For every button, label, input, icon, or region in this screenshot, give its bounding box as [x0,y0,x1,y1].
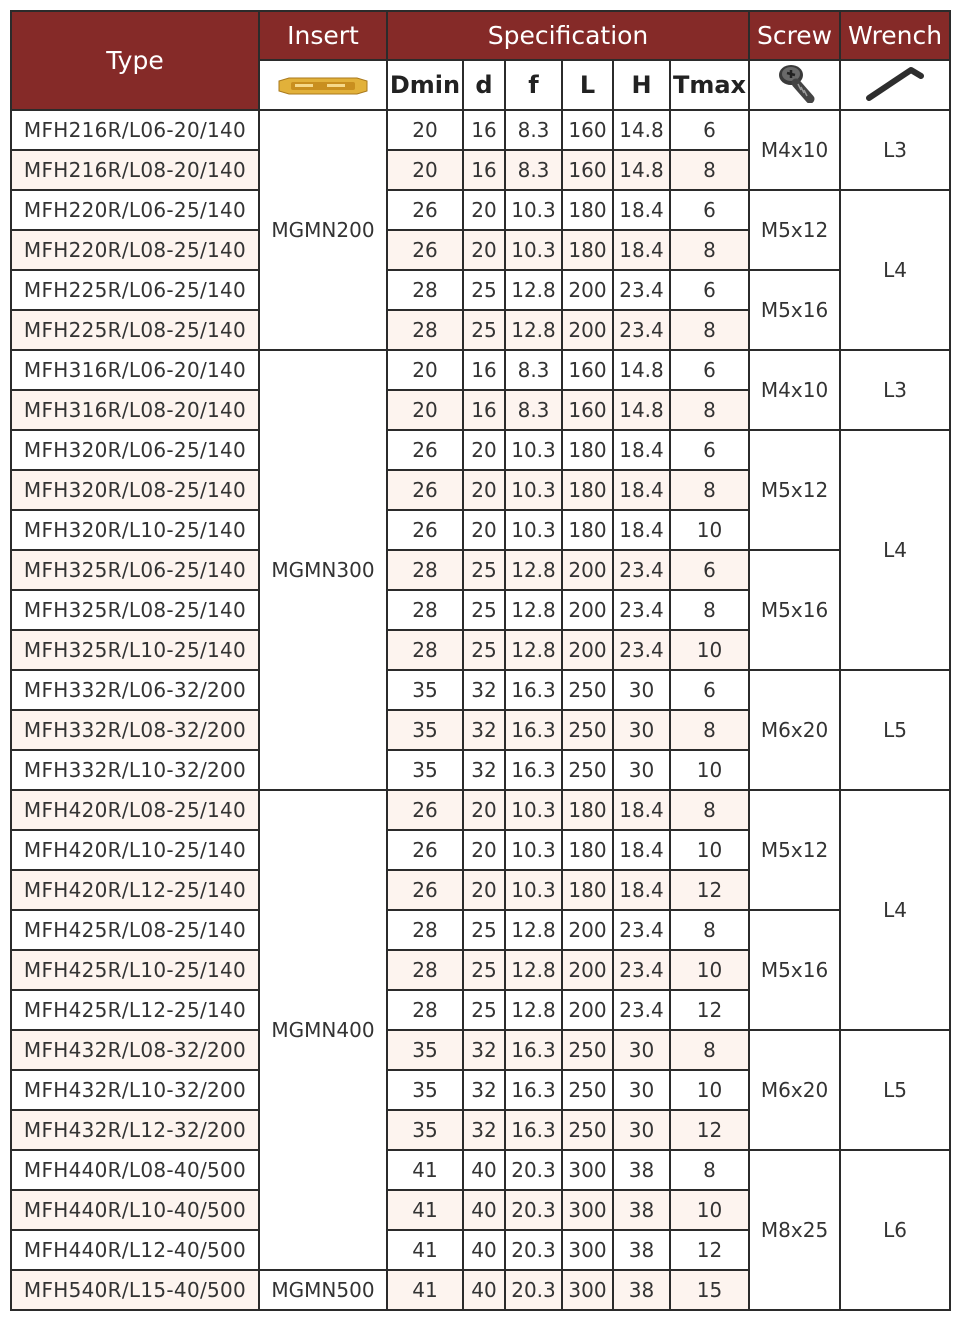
f-cell: 12.8 [505,270,562,310]
type-cell: MFH420R/L10-25/140 [11,830,259,870]
l-cell: 200 [562,310,613,350]
d-cell: 32 [463,750,505,790]
d-cell: 32 [463,1070,505,1110]
d-cell: 40 [463,1150,505,1190]
f-cell: 16.3 [505,1070,562,1110]
d-cell: 40 [463,1230,505,1270]
table-row [11,550,950,590]
l-cell: 180 [562,790,613,830]
dmin-cell: 28 [387,270,463,310]
l-cell: 160 [562,390,613,430]
dmin-cell: 28 [387,310,463,350]
h-cell: 18.4 [613,790,670,830]
dmin-cell: 35 [387,750,463,790]
h-cell: 30 [613,1110,670,1150]
type-cell: MFH332R/L08-32/200 [11,710,259,750]
tmax-cell: 12 [670,1230,749,1270]
h-cell: 23.4 [613,550,670,590]
insert-cell: MGMN400 [259,790,387,1270]
type-cell: MFH316R/L08-20/140 [11,390,259,430]
l-cell: 180 [562,230,613,270]
h-cell: 23.4 [613,310,670,350]
d-cell: 32 [463,670,505,710]
d-cell: 40 [463,1270,505,1310]
l-cell: 200 [562,910,613,950]
h-cell: 30 [613,710,670,750]
l-cell: 180 [562,830,613,870]
tmax-cell: 8 [670,230,749,270]
table-row [11,1150,950,1190]
tool-spec-table [10,10,951,1311]
header-f: f [505,60,562,110]
h-cell: 23.4 [613,910,670,950]
l-cell: 250 [562,710,613,750]
h-cell: 23.4 [613,270,670,310]
d-cell: 20 [463,470,505,510]
screw-cell: M4x10 [749,350,840,430]
wrench-cell: L5 [840,1030,950,1150]
h-cell: 38 [613,1270,670,1310]
f-cell: 10.3 [505,510,562,550]
screw-cell: M5x16 [749,550,840,670]
header-insert: Insert [259,11,387,60]
tmax-cell: 6 [670,430,749,470]
l-cell: 180 [562,470,613,510]
tmax-cell: 10 [670,1190,749,1230]
type-cell: MFH332R/L10-32/200 [11,750,259,790]
table-row [11,190,950,230]
tmax-cell: 8 [670,390,749,430]
f-cell: 10.3 [505,790,562,830]
h-cell: 18.4 [613,470,670,510]
dmin-cell: 20 [387,150,463,190]
h-cell: 30 [613,1030,670,1070]
type-cell: MFH320R/L08-25/140 [11,470,259,510]
d-cell: 16 [463,390,505,430]
header-type: Type [11,11,259,110]
d-cell: 25 [463,990,505,1030]
type-cell: MFH325R/L10-25/140 [11,630,259,670]
tmax-cell: 12 [670,990,749,1030]
dmin-cell: 20 [387,390,463,430]
tmax-cell: 8 [670,470,749,510]
header-tmax: Tmax [670,60,749,110]
tmax-cell: 10 [670,1070,749,1110]
l-cell: 160 [562,350,613,390]
tmax-cell: 12 [670,870,749,910]
f-cell: 16.3 [505,1110,562,1150]
dmin-cell: 28 [387,630,463,670]
type-cell: MFH432R/L10-32/200 [11,1070,259,1110]
tmax-cell: 8 [670,590,749,630]
l-cell: 180 [562,510,613,550]
l-cell: 200 [562,990,613,1030]
h-cell: 30 [613,750,670,790]
d-cell: 20 [463,230,505,270]
dmin-cell: 41 [387,1150,463,1190]
type-cell: MFH320R/L10-25/140 [11,510,259,550]
d-cell: 20 [463,510,505,550]
f-cell: 16.3 [505,710,562,750]
wrench-cell: L3 [840,110,950,190]
l-cell: 300 [562,1190,613,1230]
dmin-cell: 26 [387,230,463,270]
l-cell: 250 [562,1070,613,1110]
f-cell: 8.3 [505,350,562,390]
table-row [11,430,950,470]
h-cell: 30 [613,670,670,710]
screw-cell: M5x16 [749,270,840,350]
f-cell: 12.8 [505,990,562,1030]
d-cell: 32 [463,1030,505,1070]
type-cell: MFH216R/L06-20/140 [11,110,259,150]
l-cell: 180 [562,190,613,230]
type-cell: MFH540R/L15-40/500 [11,1270,259,1310]
f-cell: 12.8 [505,590,562,630]
h-cell: 18.4 [613,830,670,870]
type-cell: MFH425R/L08-25/140 [11,910,259,950]
h-cell: 38 [613,1230,670,1270]
f-cell: 10.3 [505,470,562,510]
f-cell: 10.3 [505,230,562,270]
l-cell: 160 [562,150,613,190]
header-H: H [613,60,670,110]
l-cell: 250 [562,750,613,790]
insert-cell: MGMN300 [259,350,387,790]
hex-key-icon [863,62,927,102]
h-cell: 14.8 [613,350,670,390]
d-cell: 20 [463,430,505,470]
f-cell: 12.8 [505,310,562,350]
tmax-cell: 10 [670,750,749,790]
l-cell: 300 [562,1230,613,1270]
tmax-cell: 8 [670,710,749,750]
dmin-cell: 26 [387,190,463,230]
type-cell: MFH440R/L10-40/500 [11,1190,259,1230]
type-cell: MFH225R/L08-25/140 [11,310,259,350]
h-cell: 30 [613,1070,670,1110]
table-row [11,1030,950,1070]
h-cell: 14.8 [613,390,670,430]
type-cell: MFH220R/L08-25/140 [11,230,259,270]
tmax-cell: 6 [670,670,749,710]
torx-screw-icon [774,61,816,103]
d-cell: 16 [463,350,505,390]
h-cell: 18.4 [613,510,670,550]
f-cell: 8.3 [505,390,562,430]
screw-cell: M8x25 [749,1150,840,1310]
tmax-cell: 6 [670,550,749,590]
type-cell: MFH432R/L08-32/200 [11,1030,259,1070]
dmin-cell: 20 [387,110,463,150]
dmin-cell: 26 [387,790,463,830]
d-cell: 20 [463,190,505,230]
d-cell: 25 [463,550,505,590]
wrench-cell: L6 [840,1150,950,1310]
type-cell: MFH432R/L12-32/200 [11,1110,259,1150]
dmin-cell: 26 [387,470,463,510]
d-cell: 25 [463,590,505,630]
dmin-cell: 26 [387,830,463,870]
d-cell: 25 [463,910,505,950]
d-cell: 32 [463,1110,505,1150]
table-row [11,270,950,310]
type-cell: MFH440R/L12-40/500 [11,1230,259,1270]
l-cell: 180 [562,430,613,470]
h-cell: 18.4 [613,430,670,470]
dmin-cell: 35 [387,1070,463,1110]
f-cell: 12.8 [505,950,562,990]
f-cell: 10.3 [505,830,562,870]
wrench-cell: L4 [840,190,950,350]
screw-cell: M5x16 [749,910,840,1030]
type-cell: MFH325R/L08-25/140 [11,590,259,630]
table-row [11,910,950,950]
header-screw: Screw [749,11,840,60]
f-cell: 10.3 [505,190,562,230]
l-cell: 200 [562,950,613,990]
d-cell: 25 [463,950,505,990]
table-row [11,350,950,390]
f-cell: 12.8 [505,630,562,670]
dmin-cell: 41 [387,1230,463,1270]
h-cell: 18.4 [613,870,670,910]
dmin-cell: 35 [387,670,463,710]
dmin-cell: 20 [387,350,463,390]
wrench-cell: L3 [840,350,950,430]
header-dmin: Dmin [387,60,463,110]
tmax-cell: 8 [670,790,749,830]
l-cell: 250 [562,1030,613,1070]
d-cell: 20 [463,870,505,910]
dmin-cell: 41 [387,1190,463,1230]
dmin-cell: 26 [387,870,463,910]
f-cell: 20.3 [505,1270,562,1310]
l-cell: 200 [562,550,613,590]
f-cell: 16.3 [505,670,562,710]
tmax-cell: 8 [670,910,749,950]
f-cell: 10.3 [505,870,562,910]
d-cell: 25 [463,630,505,670]
type-cell: MFH325R/L06-25/140 [11,550,259,590]
f-cell: 8.3 [505,110,562,150]
l-cell: 200 [562,630,613,670]
f-cell: 8.3 [505,150,562,190]
tmax-cell: 15 [670,1270,749,1310]
l-cell: 180 [562,870,613,910]
dmin-cell: 28 [387,590,463,630]
h-cell: 14.8 [613,150,670,190]
h-cell: 38 [613,1150,670,1190]
h-cell: 23.4 [613,590,670,630]
tmax-cell: 8 [670,310,749,350]
header-d: d [463,60,505,110]
screw-cell: M6x20 [749,1030,840,1150]
wrench-cell: L5 [840,670,950,790]
tmax-cell: 8 [670,150,749,190]
tmax-cell: 8 [670,1030,749,1070]
type-cell: MFH320R/L06-25/140 [11,430,259,470]
table-row [11,110,950,150]
wrench-image-cell [840,60,950,110]
l-cell: 160 [562,110,613,150]
screw-cell: M5x12 [749,430,840,550]
l-cell: 250 [562,1110,613,1150]
insert-cell: MGMN500 [259,1270,387,1310]
screw-cell: M5x12 [749,790,840,910]
tmax-cell: 6 [670,110,749,150]
f-cell: 12.8 [505,910,562,950]
dmin-cell: 35 [387,1030,463,1070]
tmax-cell: 8 [670,1150,749,1190]
tmax-cell: 6 [670,270,749,310]
insert-cell: MGMN200 [259,110,387,350]
l-cell: 200 [562,270,613,310]
table-row [11,670,950,710]
tmax-cell: 10 [670,830,749,870]
dmin-cell: 35 [387,710,463,750]
dmin-cell: 26 [387,430,463,470]
type-cell: MFH440R/L08-40/500 [11,1150,259,1190]
screw-image-cell [749,60,840,110]
tmax-cell: 6 [670,350,749,390]
f-cell: 20.3 [505,1150,562,1190]
l-cell: 200 [562,590,613,630]
insert-image-cell [259,60,387,110]
dmin-cell: 28 [387,990,463,1030]
type-cell: MFH425R/L12-25/140 [11,990,259,1030]
d-cell: 16 [463,150,505,190]
screw-cell: M5x12 [749,190,840,270]
d-cell: 25 [463,310,505,350]
type-cell: MFH425R/L10-25/140 [11,950,259,990]
wrench-cell: L4 [840,790,950,1030]
wrench-cell: L4 [840,430,950,670]
f-cell: 16.3 [505,750,562,790]
d-cell: 25 [463,270,505,310]
header-specification: Specification [387,11,749,60]
f-cell: 16.3 [505,1030,562,1070]
d-cell: 40 [463,1190,505,1230]
h-cell: 18.4 [613,190,670,230]
dmin-cell: 28 [387,950,463,990]
screw-cell: M6x20 [749,670,840,790]
dmin-cell: 28 [387,550,463,590]
screw-cell: M4x10 [749,110,840,190]
h-cell: 38 [613,1190,670,1230]
h-cell: 23.4 [613,990,670,1030]
d-cell: 32 [463,710,505,750]
f-cell: 20.3 [505,1190,562,1230]
l-cell: 300 [562,1150,613,1190]
f-cell: 10.3 [505,430,562,470]
d-cell: 20 [463,790,505,830]
header-wrench: Wrench [840,11,950,60]
type-cell: MFH420R/L12-25/140 [11,870,259,910]
d-cell: 20 [463,830,505,870]
l-cell: 300 [562,1270,613,1310]
type-cell: MFH220R/L06-25/140 [11,190,259,230]
d-cell: 16 [463,110,505,150]
type-cell: MFH216R/L08-20/140 [11,150,259,190]
table-row [11,790,950,830]
type-cell: MFH332R/L06-32/200 [11,670,259,710]
dmin-cell: 41 [387,1270,463,1310]
h-cell: 23.4 [613,950,670,990]
f-cell: 20.3 [505,1230,562,1270]
dmin-cell: 28 [387,910,463,950]
type-cell: MFH316R/L06-20/140 [11,350,259,390]
dmin-cell: 26 [387,510,463,550]
header-L: L [562,60,613,110]
type-cell: MFH420R/L08-25/140 [11,790,259,830]
dmin-cell: 35 [387,1110,463,1150]
f-cell: 12.8 [505,550,562,590]
type-cell: MFH225R/L06-25/140 [11,270,259,310]
tmax-cell: 12 [670,1110,749,1150]
tmax-cell: 10 [670,510,749,550]
l-cell: 250 [562,670,613,710]
tmax-cell: 10 [670,630,749,670]
h-cell: 23.4 [613,630,670,670]
h-cell: 18.4 [613,230,670,270]
tmax-cell: 10 [670,950,749,990]
grooving-insert-icon [275,75,371,97]
h-cell: 14.8 [613,110,670,150]
tmax-cell: 6 [670,190,749,230]
